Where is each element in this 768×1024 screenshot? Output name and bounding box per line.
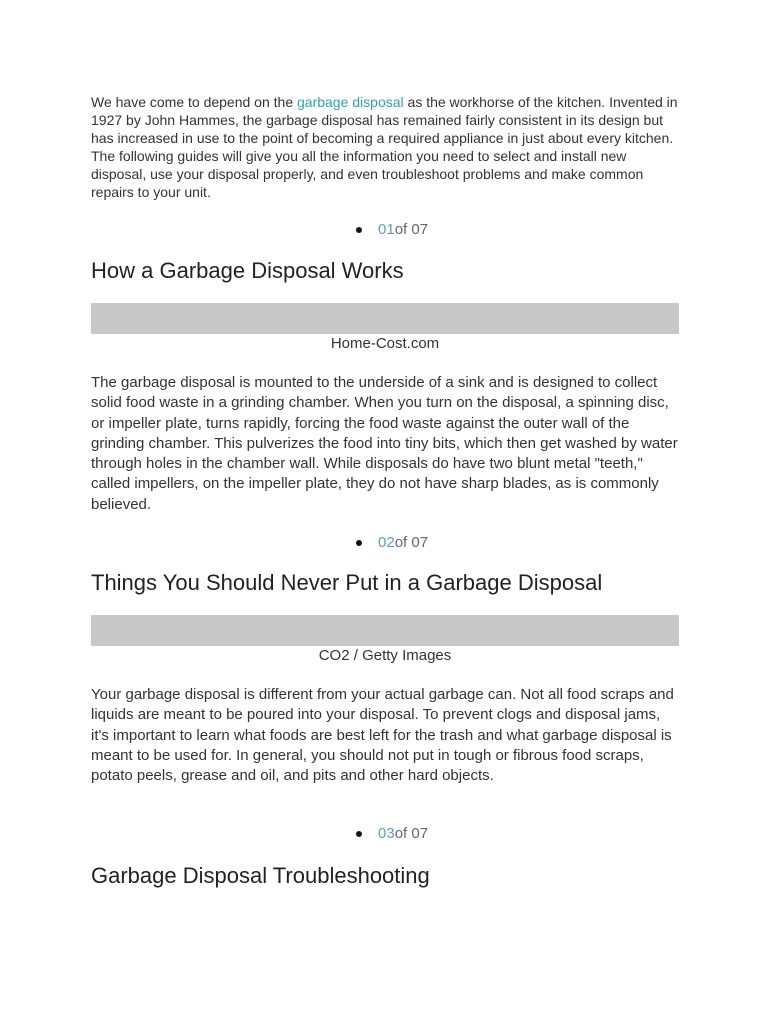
section-heading: Garbage Disposal Troubleshooting	[91, 863, 430, 888]
section-number-link[interactable]: 02	[378, 534, 395, 551]
image-caption: Home-Cost.com	[330, 335, 440, 352]
section-image-placeholder	[91, 303, 679, 334]
section-counter-02	[356, 534, 428, 552]
section-heading: How a Garbage Disposal Works	[91, 258, 404, 283]
bullet-dot	[356, 831, 362, 837]
intro-text-after: as the workhorse of the kitchen. Invented in 1927 by John Hammes, the garbage disposal has remained fairly consistent in its design but has increased in use to the point of becoming a required appliance in just about every kitchen. The following guides will give you all the information you need to select and install new disposal, use your disposal properly, and even troubleshoot problems and make common repairs to your unit.	[91, 94, 678, 200]
section-number-link[interactable]: 03	[378, 825, 395, 842]
garbage-disposal-link[interactable]: garbage disposal	[297, 94, 404, 110]
section-number-link[interactable]: 01	[378, 221, 395, 238]
image-caption: CO2 / Getty Images	[318, 647, 452, 664]
intro-paragraph	[91, 93, 679, 201]
section-total: of 07	[394, 221, 429, 238]
section-total: of 07	[394, 534, 429, 551]
section-heading: Things You Should Never Put in a Garbage Disposal	[91, 570, 603, 595]
intro-text-before: We have come to depend on the	[91, 94, 297, 110]
bullet-dot	[356, 227, 362, 233]
bullet-dot	[356, 540, 362, 546]
section-counter-01	[356, 221, 428, 239]
section-total: of 07	[394, 825, 429, 842]
section-counter-03	[356, 825, 428, 843]
section-image-placeholder	[91, 615, 679, 646]
section-body: Your garbage disposal is different from your actual garbage can. Not all food scraps and liquids are meant to be poured into your disposal. To prevent clogs and disposal jams, it's important to learn what foods are best left for the trash and what garbage disposal is meant to be used for. In general, you should not put in tough or fibrous food scraps, potato peels, grease and oil, and pits and other hard objects.	[91, 686, 674, 785]
section-body: The garbage disposal is mounted to the underside of a sink and is designed to collect solid food waste in a grinding chamber. When you turn on the disposal, a spinning disc, or impeller plate, turns rapidly, forcing the food waste against the outer wall of the grinding chamber. This pulverizes the food into tiny bits, which then get washed by water through holes in the chamber wall. While disposals do have two blunt metal "teeth," called impellers, on the impeller plate, they do not have sharp blades, as is commonly believed.	[91, 374, 678, 513]
